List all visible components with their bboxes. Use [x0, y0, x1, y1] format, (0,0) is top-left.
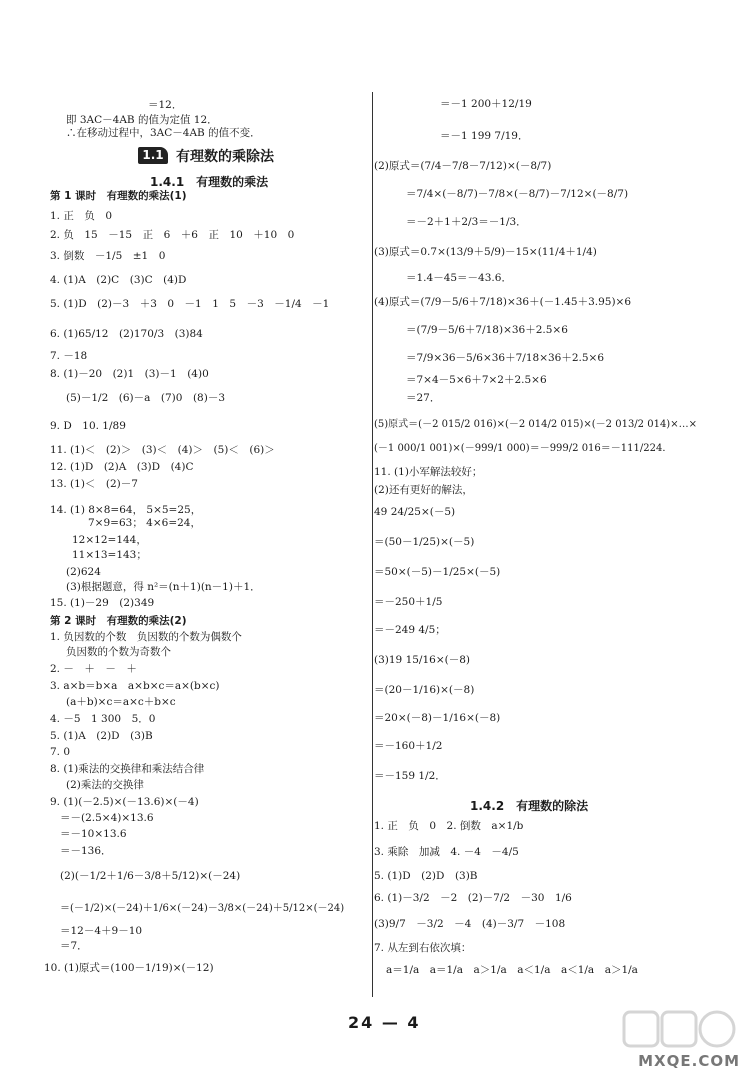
- answer-line: ＝7×4－5×6＋7×2＋2.5×6: [406, 374, 547, 386]
- answer-line: 11. (1)＜ (2)＞ (3)＜ (4)＞ (5)＜ (6)＞: [50, 444, 275, 456]
- answer-line: (3)根据题意，得 n²＝(n＋1)(n－1)＋1．: [66, 581, 261, 593]
- answer-line: ＝7/4×(－8/7)－7/8×(－8/7)－7/12×(－8/7): [406, 188, 629, 200]
- answer-line: 10. (1)原式＝(100－1/19)×(－12): [44, 962, 214, 974]
- answer-line: 4. －5 1 300 5．0: [50, 713, 156, 725]
- answer-line: 9. D 10. 1/89: [50, 420, 126, 432]
- intro-line: 即 3AC－4AB 的值为定值 12．: [66, 114, 218, 126]
- answer-line: 8. (1)－20 (2)1 (3)－1 (4)0: [50, 368, 209, 380]
- answer-line: (2)还有更好的解法，: [374, 484, 473, 496]
- answer-line: 8. (1)乘法的交换律和乘法结合律: [50, 763, 205, 775]
- answer-line: (3)原式＝0.7×(13/9＋5/9)－15×(11/4＋1/4): [374, 246, 597, 258]
- answer-line: (a＋b)×c＝a×c＋b×c: [66, 696, 176, 708]
- answer-line: (2)乘法的交换律: [66, 779, 144, 791]
- answer-line: 13. (1)＜ (2)－7: [50, 478, 138, 490]
- answer-line: 2. 负 15 －15 正 6 ＋6 正 10 ＋10 0: [50, 229, 295, 241]
- answer-line: 负因数的个数为奇数个: [66, 646, 171, 658]
- section-title: 有理数的乘除法: [176, 149, 274, 165]
- answer-line: ＝－136．: [60, 845, 112, 857]
- answer-line: ＝50×(－5)－1/25×(－5): [374, 566, 501, 578]
- answer-line: 7. 从左到右依次填：: [374, 942, 472, 954]
- intro-line: ＝12．: [148, 99, 183, 111]
- answer-line: (2)624: [66, 566, 101, 578]
- answer-line: ＝－159 1/2．: [374, 770, 446, 782]
- answer-line: 3. 乘除 加减 4. －4 －4/5: [374, 846, 519, 858]
- answer-line: ＝－10×13.6: [60, 828, 127, 840]
- answer-line: (3)19 15/16×(－8): [374, 654, 471, 666]
- answer-line: ＝－2＋1＋2/3＝－1/3．: [406, 216, 527, 228]
- intro-line: ∴在移动过程中，3AC－4AB 的值不变．: [66, 127, 261, 139]
- answer-line: 5. (1)A (2)D (3)B: [50, 730, 153, 742]
- answer-line: ＝(20－1/16)×(－8): [374, 684, 475, 696]
- answer-line: 11. (1)小军解法较好；: [374, 466, 483, 478]
- subsection-title: 1.4.1 有理数的乘法: [150, 175, 269, 189]
- answer-line: 14. (1) 8×8=64， 5×5=25，: [50, 504, 202, 516]
- subsection-title: 1.4.2 有理数的除法: [470, 799, 589, 813]
- watermark-text: MXQE.COM: [638, 1052, 740, 1070]
- answer-line: 4. (1)A (2)C (3)C (4)D: [50, 274, 187, 286]
- answer-line: 1. 负因数的个数 负因数的个数为偶数个: [50, 631, 242, 643]
- lesson-title: 第 2 课时 有理数的乘法(2): [50, 615, 187, 627]
- answer-line: ＝－1 199 7/19．: [440, 130, 529, 142]
- answer-line: (2)原式＝(7/4－7/8－7/12)×(－8/7): [374, 160, 552, 172]
- answer-line: ＝－249 4/5；: [374, 624, 446, 636]
- answer-line: (－1 000/1 001)×(－999/1 000)＝－999/2 016＝－111/224．: [374, 443, 673, 454]
- answer-line: ＝－160＋1/2: [374, 740, 443, 752]
- answer-line: ＝－250＋1/5: [374, 596, 443, 608]
- answer-line: a＝1/a a＝1/a a＞1/a a＜1/a a＜1/a a＞1/a: [386, 964, 638, 976]
- answer-line: 3. 倒数 －1/5 ±1 0: [50, 250, 166, 262]
- answer-line: 5. (1)D (2)D (3)B: [374, 870, 478, 882]
- answer-line: ＝(50－1/25)×(－5): [374, 536, 475, 548]
- answer-line: ＝(－1/2)×(－24)＋1/6×(－24)－3/8×(－24)＋5/12×(－24): [60, 903, 345, 914]
- lesson-title: 第 1 课时 有理数的乘法(1): [50, 190, 187, 202]
- answer-line: (3)9/7 －3/2 －4 (4)－3/7 －108: [374, 918, 566, 930]
- answer-line: 2. － ＋ － ＋: [50, 663, 137, 675]
- page-number: 24 — 4: [348, 1013, 421, 1032]
- answer-line: ＝(7/9－5/6＋7/18)×36＋2.5×6: [406, 324, 568, 336]
- answer-line: ＝－(2.5×4)×13.6: [60, 812, 154, 824]
- section-badge: 1.1: [138, 147, 168, 164]
- answer-line: 1. 正 负 0: [50, 210, 113, 222]
- answer-line: ＝7/9×36－5/6×36＋7/18×36＋2.5×6: [406, 352, 605, 364]
- column-divider: [372, 92, 373, 997]
- answer-line: 6. (1)65/12 (2)170/3 (3)84: [50, 328, 203, 340]
- answer-line: 9. (1)(－2.5)×(－13.6)×(－4): [50, 796, 199, 808]
- answer-line: (5)原式＝(－2 015/2 016)×(－2 014/2 015)×(－2 013/2 014)×…×: [374, 419, 697, 430]
- answer-line: 3. a×b＝b×a a×b×c＝a×(b×c): [50, 680, 220, 692]
- answer-line: ＝12－4＋9－10: [60, 925, 143, 937]
- answer-line: 5. (1)D (2)－3 ＋3 0 －1 1 5 －3 －1/4 －1: [50, 298, 330, 310]
- answer-line: ＝1.4－45＝－43.6．: [406, 272, 512, 284]
- answer-line: 12×12=144，: [72, 534, 147, 546]
- answer-line: (4)原式＝(7/9－5/6＋7/18)×36＋(－1.45＋3.95)×6: [374, 296, 632, 308]
- answer-line: ＝27．: [406, 392, 441, 404]
- answer-line: 11×13=143；: [72, 549, 147, 561]
- answer-line: ＝－1 200＋12/19: [440, 98, 532, 110]
- answer-line: (2)(－1/2＋1/6－3/8＋5/12)×(－24): [60, 870, 241, 882]
- answer-line: 49 24/25×(－5): [374, 506, 456, 518]
- answer-line: 7×9=63； 4×6=24，: [88, 517, 201, 529]
- answer-line: 7. －18: [50, 350, 88, 362]
- answer-line: 15. (1)－29 (2)349: [50, 597, 155, 609]
- answer-line: (5)－1/2 (6)－a (7)0 (8)－3: [66, 392, 226, 404]
- answer-line: 6. (1)－3/2 －2 (2)－7/2 －30 1/6: [374, 892, 572, 904]
- answer-line: ＝20×(－8)－1/16×(－8): [374, 712, 501, 724]
- answer-line: 12. (1)D (2)A (3)D (4)C: [50, 461, 194, 473]
- answer-line: 1. 正 负 0 2. 倒数 a×1/b: [374, 820, 524, 832]
- answer-line: ＝7．: [60, 940, 88, 952]
- answer-line: 7. 0: [50, 746, 71, 758]
